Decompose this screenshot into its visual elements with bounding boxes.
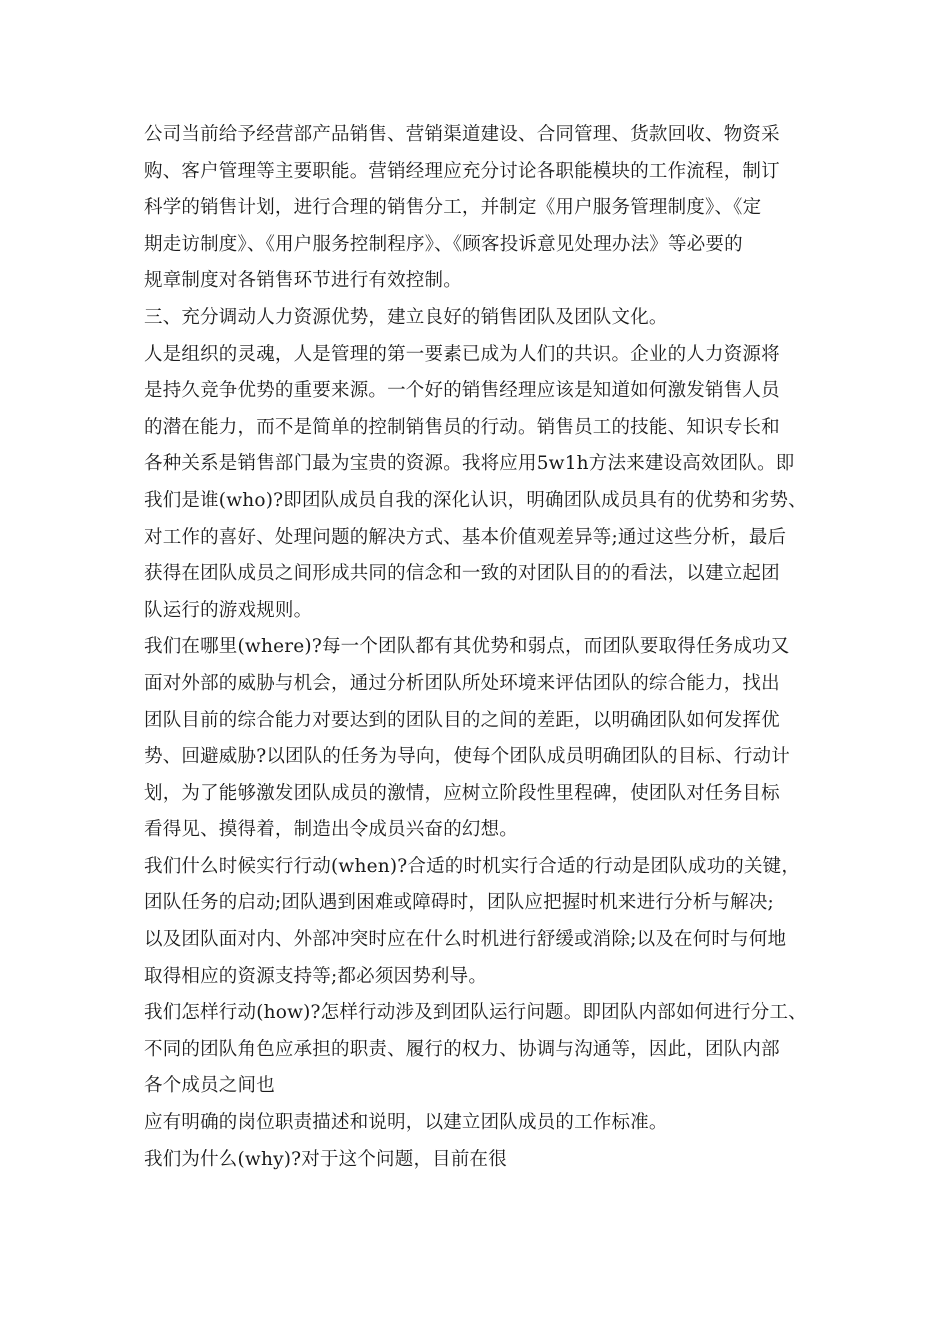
text-line: 获得在团队成员之间形成共同的信念和一致的对团队目的的看法，以建立起团: [144, 563, 780, 585]
text-line: 我们什么时候实行行动(when)?合适的时机实行合适的行动是团队成功的关键，: [144, 855, 801, 877]
text-line: 规章制度对各销售环节进行有效控制。: [144, 270, 462, 292]
text-line: 势、回避威胁?以团队的任务为导向，使每个团队成员明确团队的目标、行动计: [144, 746, 790, 768]
text-line: 对工作的喜好、处理问题的解决方式、基本价值观差异等;通过这些分析，最后: [144, 526, 787, 548]
text-line: 公司当前给予经营部产品销售、营销渠道建设、合同管理、货款回收、物资采: [144, 124, 780, 145]
text-line: 我们为什么(why)?对于这个问题，目前在很: [144, 1148, 507, 1170]
text-line: 我们怎样行动(how)?怎样行动涉及到团队运行问题。即团队内部如何进行分工、: [144, 1002, 807, 1024]
text-line: 期走访制度》、《用户服务控制程序》、《顾客投诉意见处理办法》等必要的: [144, 233, 743, 255]
text-line: 是持久竞争优势的重要来源。一个好的销售经理应该是知道如何激发销售人员: [144, 380, 780, 402]
text-line: 不同的团队角色应承担的职责、履行的权力、协调与沟通等，因此，团队内部: [144, 1038, 780, 1060]
text-line: 取得相应的资源支持等;都必须因势利导。: [144, 965, 488, 987]
text-line: 以及团队面对内、外部冲突时应在什么时机进行舒缓或消除;以及在何时与何地: [144, 929, 787, 951]
text-line: 面对外部的威胁与机会，通过分析团队所处环境来评估团队的综合能力，找出: [144, 672, 780, 694]
document-body: [144, 117, 824, 1178]
text-line: 人是组织的灵魂，人是管理的第一要素已成为人们的共识。企业的人力资源将: [144, 343, 780, 365]
text-line: 我们是谁(who)?即团队成员自我的深化认识，明确团队成员具有的优势和劣势、: [144, 489, 807, 511]
text-line: 购、客户管理等主要职能。营销经理应充分讨论各职能模块的工作流程，制订: [144, 160, 780, 182]
text-line: 应有明确的岗位职责描述和说明，以建立团队成员的工作标准。: [144, 1112, 668, 1134]
text-line: 各种关系是销售部门最为宝贵的资源。我将应用5w1h方法来建设高效团队。即: [144, 453, 795, 475]
text-line: 的潜在能力，而不是简单的控制销售员的行动。销售员工的技能、知识专长和: [144, 416, 780, 438]
text-line: 科学的销售计划，进行合理的销售分工，并制定《用户服务管理制度》、《定: [144, 197, 762, 219]
text-line: 划，为了能够激发团队成员的激情，应树立阶段性里程碑，使团队对任务目标: [144, 782, 780, 804]
text-line: 团队任务的启动;团队遇到困难或障碍时，团队应把握时机来进行分析与解决;: [144, 892, 774, 914]
text-line: 我们在哪里(where)?每一个团队都有其优势和弱点，而团队要取得任务成功又: [144, 636, 790, 658]
text-line: 队运行的游戏规则。: [144, 599, 313, 621]
text-line: 看得见、摸得着，制造出令成员兴奋的幻想。: [144, 819, 519, 841]
section-heading: 三、充分调动人力资源优势，建立良好的销售团队及团队文化。: [144, 306, 668, 328]
text-line: 团队目前的综合能力对要达到的团队目的之间的差距，以明确团队如何发挥优: [144, 709, 780, 731]
text-line: 各个成员之间也: [144, 1075, 275, 1097]
